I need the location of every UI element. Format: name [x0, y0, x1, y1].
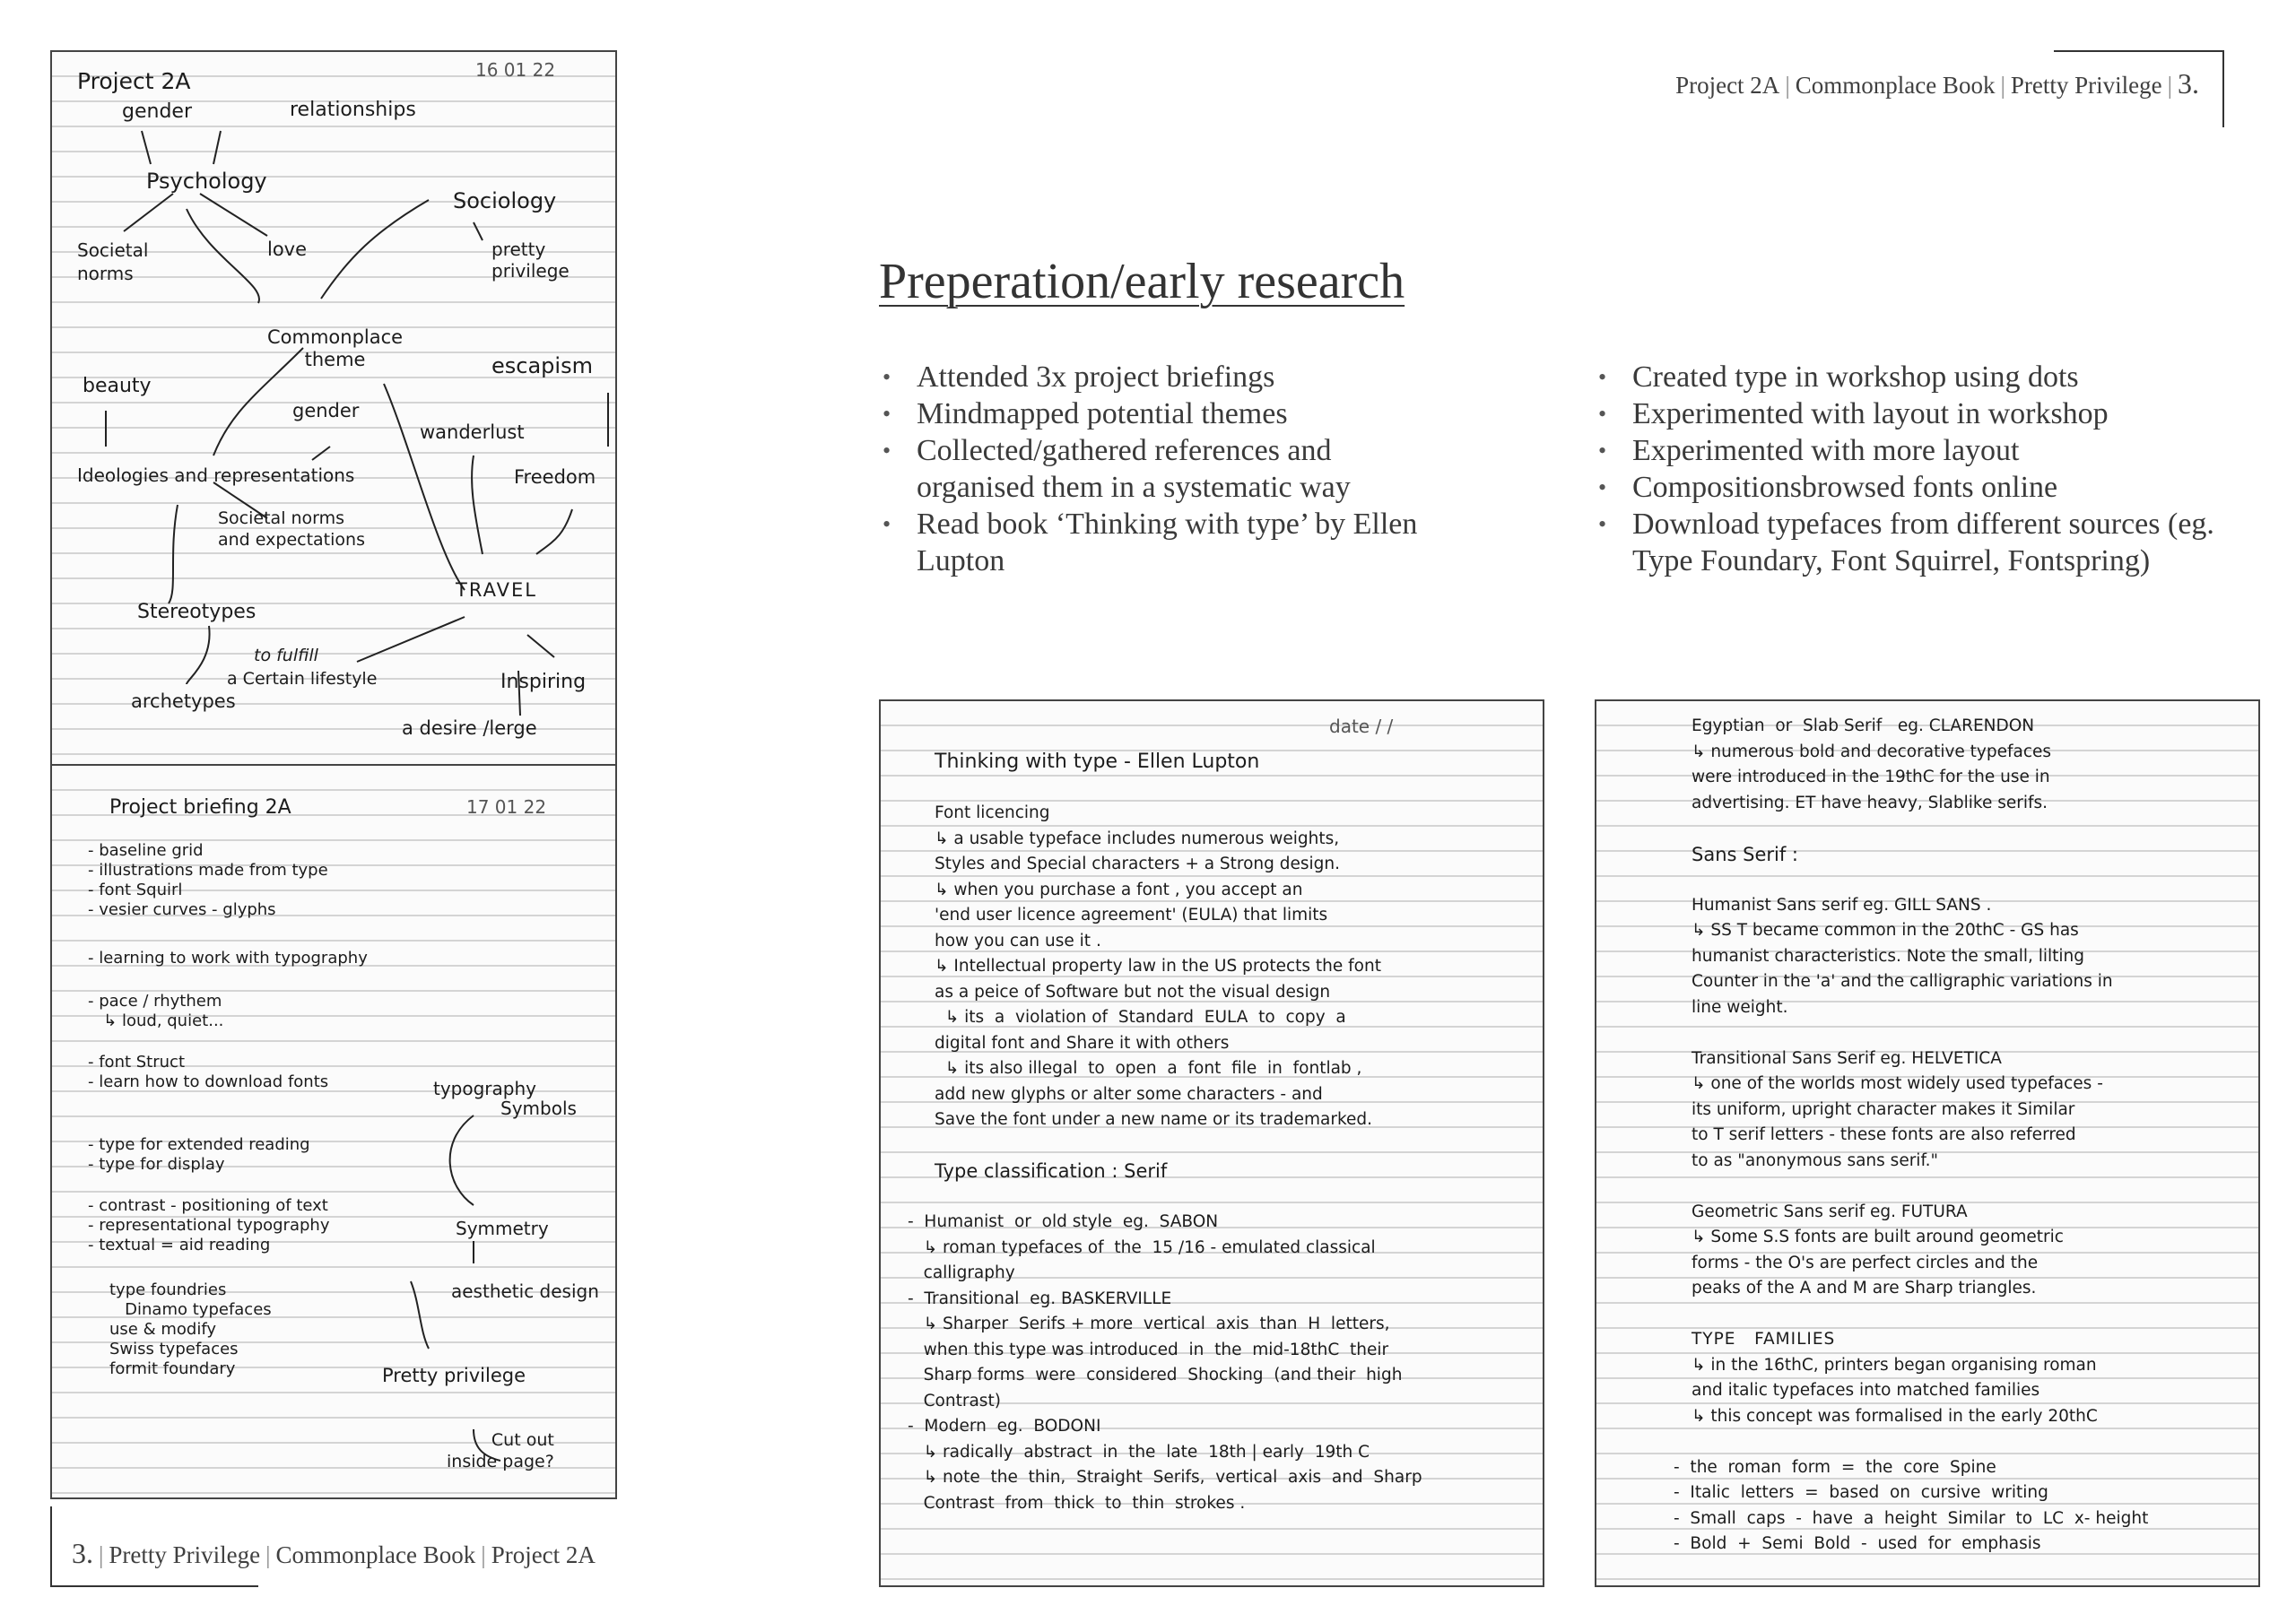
note-line: Sharp forms were considered Shocking (and their high: [908, 1366, 1403, 1384]
bullet-item: • Experimented with more layout: [1596, 432, 2242, 469]
page-header: Project 2A | Commonplace Book | Pretty Privilege | 3.: [1675, 67, 2199, 100]
node-certain-lifestyle: a Certain lifestyle: [227, 669, 378, 689]
node-inspiring: Inspiring: [500, 671, 587, 693]
briefing-item: - textual = aid reading: [88, 1236, 271, 1254]
note-line: - Transitional eg. BASKERVILLE: [908, 1289, 1172, 1308]
note-line: ↳ when you purchase a font , you accept an: [935, 880, 1303, 899]
note-line: Font licencing: [935, 803, 1050, 822]
note-line: 'end user licence agreement' (EULA) that limits: [935, 906, 1328, 924]
briefing-item: - illustrations made from type: [88, 861, 328, 880]
bullet-item: • Mindmapped potential themes: [881, 395, 1455, 432]
note-line: - Humanist or old style eg. SABON: [908, 1212, 1219, 1231]
note-line: [1692, 816, 2148, 842]
note-line: ↳ in the 16thC, printers began organising roman: [1692, 1355, 2097, 1375]
note-line: [935, 1133, 1422, 1159]
node-stereotypes: Stereotypes: [137, 601, 257, 623]
node-desire: a desire /lerge: [402, 717, 537, 739]
briefing-item: - font Squirl: [88, 881, 183, 899]
note-line: ↳ Sharper Serifs + more vertical axis than H letters,: [908, 1315, 1390, 1333]
footer-topic: Pretty Privilege: [109, 1541, 261, 1568]
node-societal-norms: Societal norms: [77, 239, 149, 284]
mindmap-date: 16 01 22: [475, 59, 556, 81]
footer-page-number: 3.: [72, 1537, 93, 1569]
note-line: Transitional Sans Serif eg. HELVETICA: [1692, 1048, 2002, 1068]
note-line: ↳ one of the worlds most widely used typefaces -: [1692, 1074, 2103, 1093]
note-line: ↳ roman typefaces of the 15 /16 - emulated classical: [908, 1237, 1376, 1257]
node-beauty: beauty: [83, 375, 152, 397]
note-line: ↳ a usable typeface includes numerous weights,: [935, 829, 1340, 848]
briefing-notebook-page: [50, 764, 617, 1499]
note-line: to T serif letters - these fonts are also referred: [1692, 1125, 2076, 1144]
header-page-number: 3.: [2178, 67, 2199, 100]
node-commonplace-theme: Commonplace theme: [267, 326, 404, 370]
note-line: peaks of the A and M are Sharp triangles.: [1692, 1279, 2037, 1298]
note-line: Geometric Sans serif eg. FUTURA: [1692, 1202, 1968, 1221]
briefing-item: ↳ loud, quiet...: [88, 1011, 224, 1030]
note-line: Contrast): [908, 1391, 1001, 1410]
note-line: - the roman form = the core Spine: [1674, 1457, 1996, 1477]
note-line: ↳ numerous bold and decorative typefaces: [1692, 742, 2052, 761]
note-line: [935, 776, 1422, 802]
bullet-item: • Attended 3x project briefings: [881, 359, 1455, 395]
note-line: forms - the O's are perfect circles and the: [1692, 1253, 2039, 1272]
briefing-item: - pace / rhythem: [88, 992, 222, 1011]
note-line: - Italic letters = based on cursive writing: [1674, 1483, 2048, 1502]
note-line: ↳ SS T became common in the 20thC - GS has: [1692, 921, 2079, 940]
note-line: line weight.: [1692, 997, 1788, 1017]
node-to-fulfill: to fulfill: [254, 646, 318, 665]
header-book: Commonplace Book: [1795, 72, 1996, 99]
briefing-item: - type for extended reading: [88, 1135, 310, 1154]
note-line: advertising. ET have heavy, Slablike serifs.: [1692, 793, 2048, 812]
side-aesthetic-design: aesthetic design: [451, 1280, 599, 1302]
notes-date: date / /: [1329, 716, 1394, 737]
note-line: [1692, 867, 2148, 893]
note-line: humanist characteristics. Note the small, lilting: [1692, 946, 2085, 966]
node-archetypes: archetypes: [131, 690, 236, 712]
briefing-item: - contrast - positioning of text: [88, 1196, 328, 1215]
note-line: were introduced in the 19thC for the use in: [1692, 768, 2050, 786]
mindmap-notebook-page: [50, 50, 617, 768]
type-notes-page-left: [879, 699, 1544, 1587]
side-symmetry: Symmetry: [456, 1218, 549, 1239]
node-relationships: relationships: [290, 99, 416, 121]
bullet-item: • Download typefaces from different sources (eg. Type Foundary, Font Squirrel, Fontspring): [1596, 506, 2242, 579]
note-line: its uniform, upright character makes it Similar: [1692, 1099, 2075, 1119]
briefing-item: - representational typography: [88, 1216, 330, 1235]
note-line: ↳ radically abstract in the late 18th | early 19th C: [908, 1442, 1370, 1462]
note-line: - Small caps - have a height Similar to LC x- height: [1674, 1508, 2149, 1528]
note-line: calligraphy: [908, 1263, 1015, 1282]
node-pretty-privilege: pretty privilege: [491, 239, 570, 282]
briefing-title: Project briefing 2A: [109, 796, 291, 819]
footer-book: Commonplace Book: [275, 1541, 476, 1568]
briefing-item: Dinamo typefaces: [109, 1300, 272, 1319]
briefing-item: - baseline grid: [88, 841, 204, 860]
bullet-item: • Experimented with layout in workshop: [1596, 395, 2242, 432]
note-line: and italic typefaces into matched families: [1692, 1381, 2040, 1400]
note-line: Styles and Special characters + a Strong design.: [935, 855, 1341, 873]
note-line: ↳ Intellectual property law in the US protects the font: [935, 957, 1381, 976]
node-freedom: Freedom: [514, 466, 596, 488]
note-line: Save the font under a new name or its trademarked.: [935, 1110, 1373, 1129]
side-typography: typography: [433, 1078, 536, 1099]
side-pretty-privilege: Pretty privilege: [382, 1365, 526, 1386]
side-symbols: Symbols: [500, 1098, 577, 1119]
node-escapism: escapism: [491, 353, 593, 378]
note-line: ↳ Some S.S fonts are built around geometric: [1692, 1228, 2064, 1246]
bullet-item: • Compositionsbrowsed fonts online: [1596, 469, 2242, 506]
note-line: Counter in the 'a' and the calligraphic variations in: [1692, 972, 2113, 991]
note-line: Type classification : Serif: [935, 1160, 1168, 1182]
note-line: when this type was introduced in the mid-18thC their: [908, 1340, 1389, 1359]
note-line: TYPE FAMILIES: [1692, 1330, 1836, 1349]
node-gender: gender: [122, 100, 192, 123]
note-line: [1692, 1174, 2148, 1200]
section-title: Preperation/early research: [879, 254, 1405, 309]
note-line: Contrast from thick to thin strokes .: [908, 1493, 1246, 1513]
note-line: Thinking with type - Ellen Lupton: [935, 751, 1260, 773]
briefing-date: 17 01 22: [466, 796, 547, 818]
note-line: digital font and Share it with others: [935, 1033, 1230, 1053]
note-line: [1692, 1020, 2148, 1046]
briefing-item: use & modify: [109, 1320, 216, 1339]
briefing-item: - font Struct: [88, 1053, 185, 1072]
page-footer: 3. | Pretty Privilege | Commonplace Book | Project 2A: [72, 1537, 596, 1569]
note-line: ↳ note the thin, Straight Serifs, vertical axis and Sharp: [908, 1468, 1422, 1487]
node-wanderlust: wanderlust: [420, 421, 525, 443]
notes-right-text: [1674, 714, 2149, 1558]
note-line: Egyptian or Slab Serif eg. CLARENDON: [1692, 716, 2035, 735]
node-gender-mid: gender: [292, 400, 360, 421]
note-line: add new glyphs or alter some characters - and: [935, 1084, 1323, 1104]
note-line: ↳ its a violation of Standard EULA to copy a: [935, 1008, 1346, 1027]
notes-left-text: [908, 750, 1422, 1516]
briefing-item: type foundries: [109, 1280, 227, 1299]
bullet-item: • Created type in workshop using dots: [1596, 359, 2242, 395]
note-line: - Modern eg. BODONI: [908, 1417, 1101, 1436]
side-cut-out: Cut out inside page?: [447, 1430, 554, 1471]
note-line: [935, 1185, 1422, 1211]
briefing-item: formit foundary: [109, 1359, 236, 1378]
header-topic: Pretty Privilege: [2010, 72, 2162, 99]
note-line: Sans Serif :: [1692, 843, 1798, 865]
left-bullet-list: [881, 359, 1455, 579]
bullet-item: • Read book ‘Thinking with type’ by Ellen Lupton: [881, 506, 1455, 579]
mindmap-title: Project 2A: [77, 68, 191, 94]
briefing-item: - vesier curves - glyphs: [88, 900, 276, 919]
note-line: ↳ this concept was formalised in the early 20thC: [1692, 1406, 2098, 1426]
briefing-item: - type for display: [88, 1155, 225, 1174]
node-sociology: Sociology: [453, 188, 557, 213]
node-societal-norms-expectations: Societal norms and expectations: [218, 508, 365, 550]
briefing-item: - learn how to download fonts: [88, 1072, 329, 1091]
briefing-item: Swiss typefaces: [109, 1340, 239, 1358]
type-notes-page-right: [1595, 699, 2260, 1587]
node-psychology: Psychology: [146, 169, 267, 194]
note-line: [1692, 1429, 2148, 1455]
note-line: [1692, 1302, 2148, 1328]
right-bullet-list: [1596, 359, 2242, 579]
node-travel: TRAVEL: [456, 579, 537, 601]
note-line: to as "anonymous sans serif.": [1692, 1150, 1938, 1170]
node-ideologies: Ideologies and representations: [77, 464, 355, 486]
footer-project: Project 2A: [491, 1541, 596, 1568]
briefing-item: - learning to work with typography: [88, 949, 368, 968]
note-line: - Bold + Semi Bold - used for emphasis: [1674, 1534, 2041, 1553]
node-love: love: [267, 239, 308, 260]
note-line: Humanist Sans serif eg. GILL SANS .: [1692, 895, 1992, 915]
note-line: how you can use it .: [935, 931, 1101, 950]
bullet-item: • Collected/gathered references and organised them in a systematic way: [881, 432, 1455, 506]
header-project: Project 2A: [1675, 72, 1780, 99]
note-line: as a peice of Software but not the visual design: [935, 982, 1331, 1002]
note-line: ↳ its also illegal to open a font file in fontlab ,: [935, 1059, 1362, 1078]
